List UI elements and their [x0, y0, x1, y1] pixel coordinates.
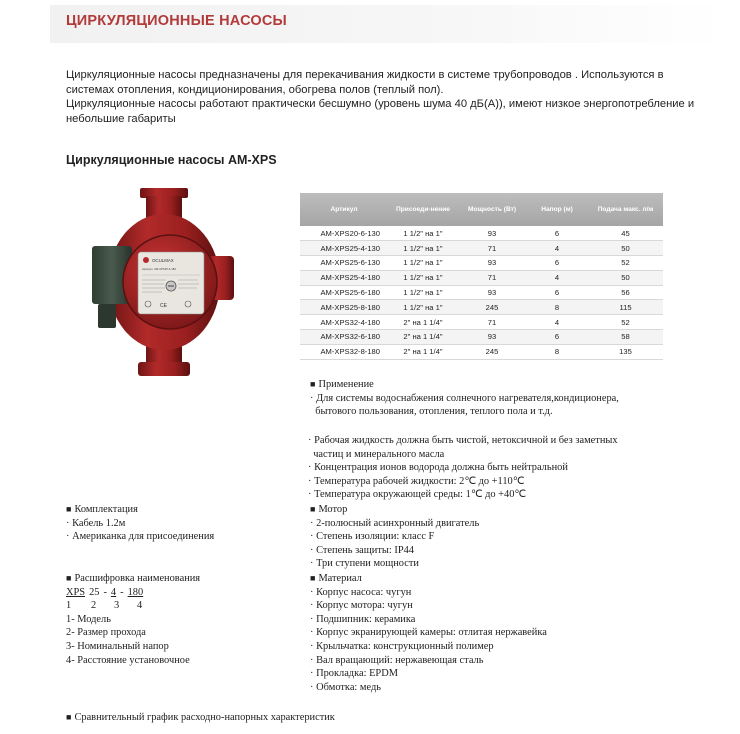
material-item-5: Крыльчатка: конструкционный полимер [316, 640, 494, 652]
intro-paragraph-1: Циркуляционные насосы предназначены для перекачивания жидкости в системе трубопроводов . Используются в системах отопления, кондиционирования, обогрева полов (теплый пол). [66, 69, 664, 96]
material-item-7: Прокладка: EPDM [316, 668, 398, 680]
motor-item-1: 2-полюсный асинхронный двигатель [316, 517, 480, 529]
code-sep-1: - [103, 586, 107, 598]
kit-heading: Комплектация [74, 504, 138, 515]
col-header-connection: Присоеди-нение [388, 193, 458, 226]
cell-flow: 50 [588, 241, 663, 256]
material-item-8: Обмотка: медь [316, 681, 381, 693]
cell-head: 4 [526, 315, 588, 330]
material-item-6: Вал вращающий: нержавеющая сталь [316, 654, 484, 666]
cell-connection: 1 1/2" на 1" [388, 285, 458, 300]
code-part-head: 4 [110, 586, 117, 598]
decode-item-3: 3- Номинальный напор [66, 640, 169, 652]
motor-item-2: Степень изоляции: класс F [316, 531, 435, 543]
cell-power: 71 [458, 241, 526, 256]
material-item-2: Корпус мотора: чугун [316, 600, 413, 612]
intro-paragraph-2: Циркуляционные насосы работают практически бесшумно (уровень шума 40 дБ(А)), имеют низкое энергопотребление и небольшие габариты [66, 98, 695, 125]
decode-item-2: 2- Размер прохода [66, 627, 146, 639]
cell-power: 93 [458, 256, 526, 271]
cell-connection: 1 1/2" на 1" [388, 226, 458, 241]
cell-connection: 1 1/2" на 1" [388, 241, 458, 256]
application-section: ■ Применение · Для системы водоснабжения солнечного нагревателя,кондиционера, бытового пользования, отопления, теплого пола и т.д. [310, 379, 619, 418]
cell-head: 8 [526, 344, 588, 359]
application-heading: Применение [318, 379, 374, 390]
cell-head: 6 [526, 330, 588, 345]
cell-power: 245 [458, 344, 526, 359]
table-row [300, 256, 663, 271]
cell-power: 93 [458, 330, 526, 345]
decode-item-4: 4- Расстояние установочное [66, 654, 190, 666]
col-header-head: Напор (м) [526, 193, 588, 226]
motor-item-4: Три ступени мощности [316, 558, 419, 570]
cell-head: 6 [526, 226, 588, 241]
chart-note: ■ Сравнительный график расходно-напорных характеристик [66, 712, 335, 723]
cell-flow: 135 [588, 344, 663, 359]
motor-section: ■ Мотор · 2-полюсный асинхронный двигатель · Степень изоляции: класс F · Степень защиты: IP44 · Три ступени мощности [310, 504, 480, 570]
cell-flow: 115 [588, 300, 663, 315]
col-header-article: Артикул [300, 193, 388, 226]
material-item-3: Подшипник: керамика [316, 613, 416, 625]
chart-note-text: Сравнительный график расходно-напорных характеристик [74, 712, 335, 723]
decode-item-1: 1- Модель [66, 613, 111, 625]
conditions-section: · Рабочая жидкость должна быть чистой, нетоксичной и без заметных частиц и минерального масла · Концентрация ионов водорода должна быть нейтральной · Температура рабочей жидкости: 2℃ до +110℃ · Температура окружающей среды: 1℃ до +40℃ [308, 435, 618, 501]
condition-line-5: Температура окружающей среды: 1℃ до +40℃ [314, 489, 527, 501]
pump-brand-text: OCULMAX [152, 258, 174, 263]
col-header-flow: Подача макс. л/м [588, 193, 663, 226]
cell-article: AM-XPS25-4-130 [300, 241, 388, 256]
table-row [300, 226, 663, 241]
kit-item-1: Кабель 1.2м [72, 517, 126, 529]
specs-table [300, 193, 663, 360]
material-section: ■ Материал · Корпус насоса: чугун · Корпус мотора: чугун · Подшипник: керамика · Корпус экранирующей камеры: отлитая нержавейка · Крыльчатка: конструкционный полимер · Вал вращающий: нержавеющая сталь · Прокладка: EPDM · Обмотка: медь [310, 573, 547, 693]
cell-article: AM-XPS25-4-180 [300, 270, 388, 285]
table-row [300, 315, 663, 330]
application-line-1: Для системы водоснабжения солнечного нагревателя,кондиционера, [316, 392, 619, 404]
cell-head: 6 [526, 285, 588, 300]
cell-article: AM-XPS32-6-180 [300, 330, 388, 345]
cell-flow: 58 [588, 330, 663, 345]
ce-mark-icon: CE [160, 303, 167, 309]
code-part-length: 180 [127, 586, 144, 598]
table-row [300, 285, 663, 300]
decode-number-1: 1 [66, 600, 72, 612]
motor-item-3: Степень защиты: IP44 [316, 544, 414, 556]
cell-connection: 1 1/2" на 1" [388, 256, 458, 271]
cell-article: AM-XPS25-8-180 [300, 300, 388, 315]
cell-flow: 52 [588, 315, 663, 330]
code-part-model: XPS [66, 586, 86, 598]
material-heading: Материал [318, 573, 362, 584]
page-title: ЦИРКУЛЯЦИОННЫЕ НАСОСЫ [66, 13, 287, 29]
cell-connection: 2" на 1 1/4" [388, 315, 458, 330]
table-row [300, 241, 663, 256]
decode-number-3: 3 [114, 600, 120, 612]
motor-heading: Мотор [318, 504, 348, 515]
cell-power: 93 [458, 285, 526, 300]
cell-flow: 50 [588, 270, 663, 285]
kit-item-2: Американка для присоединения [72, 531, 215, 543]
cell-power: 93 [458, 226, 526, 241]
pump-model-text: Артикул: AM-XPS25-6-180 [142, 267, 176, 271]
intro-text [66, 68, 706, 126]
cell-flow: 45 [588, 226, 663, 241]
application-line-2: бытового пользования, отопления, теплого пола и т.д. [315, 406, 553, 418]
table-row [300, 270, 663, 285]
table-row [300, 344, 663, 359]
pump-image [78, 186, 248, 380]
kit-section: ■ Комплектация · Кабель 1.2м · Американка для присоединения [66, 504, 215, 543]
cell-connection: 2" на 1 1/4" [388, 330, 458, 345]
code-part-size: 25 [89, 586, 100, 598]
material-item-4: Корпус экранирующей камеры: отлитая нержавейка [316, 627, 547, 639]
cell-power: 71 [458, 270, 526, 285]
condition-line-1: Рабочая жидкость должна быть чистой, нетоксичной и без заметных [314, 435, 618, 446]
table-header-row [300, 193, 663, 226]
code-sep-2: - [120, 586, 124, 598]
cell-article: AM-XPS20-6-130 [300, 226, 388, 241]
table-row [300, 300, 663, 315]
section-heading: Циркуляционные насосы AM-XPS [66, 153, 277, 167]
cell-head: 6 [526, 256, 588, 271]
brand-logo-icon [143, 257, 149, 263]
cell-article: AM-XPS25-6-180 [300, 285, 388, 300]
decode-number-2: 2 [91, 600, 97, 612]
cell-head: 4 [526, 241, 588, 256]
decode-code [66, 586, 200, 600]
decode-number-4: 4 [137, 600, 143, 612]
cell-article: AM-XPS32-8-180 [300, 344, 388, 359]
cell-connection: 1 1/2" на 1" [388, 270, 458, 285]
condition-line-4: Температура рабочей жидкости: 2℃ до +110℃ [314, 475, 525, 487]
cell-power: 71 [458, 315, 526, 330]
condition-line-2: частиц и минерального масла [313, 448, 445, 460]
cell-article: AM-XPS25-6-130 [300, 256, 388, 271]
cell-connection: 2" на 1 1/4" [388, 344, 458, 359]
decode-section: ■ Расшифровка наименования XPS 25 - 4 - 180 1 2 3 4 1- Модель 2- Размер прохода 3- Номинальный напор 4- Расстояние установочное [66, 573, 201, 666]
cell-connection: 1 1/2" на 1" [388, 300, 458, 315]
cell-power: 245 [458, 300, 526, 315]
table-row [300, 330, 663, 345]
decode-heading: Расшифровка наименования [74, 573, 201, 584]
cell-head: 8 [526, 300, 588, 315]
col-header-power: Мощность (Вт) [458, 193, 526, 226]
cell-flow: 52 [588, 256, 663, 271]
cell-article: AM-XPS32-4-180 [300, 315, 388, 330]
cell-head: 4 [526, 270, 588, 285]
material-item-1: Корпус насоса: чугун [316, 586, 412, 598]
cell-flow: 56 [588, 285, 663, 300]
decode-numbers [66, 599, 200, 613]
condition-line-3: Концентрация ионов водорода должна быть нейтральной [314, 462, 568, 474]
